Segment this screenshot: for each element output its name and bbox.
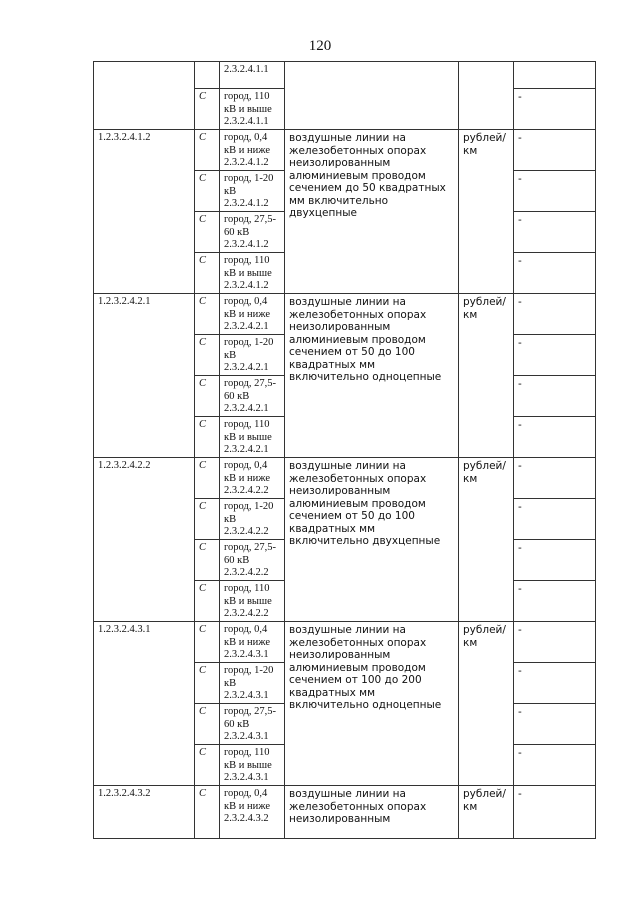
code-cell	[94, 62, 195, 130]
name-cell: город, 1-20 кВ 2.3.2.4.2.2	[220, 499, 285, 540]
name-cell: город, 0,4 кВ и ниже 2.3.2.4.3.2	[220, 786, 285, 839]
letter-cell: С	[195, 130, 220, 171]
value-cell: -	[514, 130, 596, 171]
value-cell: -	[514, 622, 596, 663]
unit-cell: рублей/ км	[459, 458, 514, 622]
value-cell: -	[514, 376, 596, 417]
letter-cell: С	[195, 89, 220, 130]
table-row	[94, 62, 596, 89]
name-cell: 2.3.2.4.1.1	[220, 62, 285, 89]
name-cell: город, 1-20 кВ 2.3.2.4.1.2	[220, 171, 285, 212]
name-cell: город, 0,4 кВ и ниже 2.3.2.4.2.1	[220, 294, 285, 335]
letter-cell: С	[195, 458, 220, 499]
table-row	[94, 786, 596, 839]
letter-cell: С	[195, 499, 220, 540]
letter-cell: С	[195, 253, 220, 294]
name-cell: город, 27,5-60 кВ 2.3.2.4.3.1	[220, 704, 285, 745]
letter-cell: С	[195, 212, 220, 253]
unit-cell: рублей/ км	[459, 130, 514, 294]
name-cell: город, 110 кВ и выше 2.3.2.4.2.1	[220, 417, 285, 458]
value-cell: -	[514, 786, 596, 839]
value-cell: -	[514, 663, 596, 704]
name-cell: город, 0,4 кВ и ниже 2.3.2.4.3.1	[220, 622, 285, 663]
name-cell: город, 0,4 кВ и ниже 2.3.2.4.1.2	[220, 130, 285, 171]
table-row	[94, 294, 596, 335]
code-cell: 1.2.3.2.4.2.1	[94, 294, 195, 458]
name-cell: город, 0,4 кВ и ниже 2.3.2.4.2.2	[220, 458, 285, 499]
description-cell: воздушные линии на железобетонных опорах неизолированным	[285, 786, 459, 839]
code-cell: 1.2.3.2.4.2.2	[94, 458, 195, 622]
code-cell: 1.2.3.2.4.3.1	[94, 622, 195, 786]
letter-cell: С	[195, 294, 220, 335]
value-cell: -	[514, 89, 596, 130]
unit-cell: рублей/ км	[459, 786, 514, 839]
unit-cell: рублей/ км	[459, 622, 514, 786]
value-cell: -	[514, 745, 596, 786]
letter-cell: С	[195, 581, 220, 622]
name-cell: город, 27,5-60 кВ 2.3.2.4.2.2	[220, 540, 285, 581]
value-cell: -	[514, 540, 596, 581]
code-cell: 1.2.3.2.4.3.2	[94, 786, 195, 839]
letter-cell: С	[195, 335, 220, 376]
name-cell: город, 110 кВ и выше 2.3.2.4.1.1	[220, 89, 285, 130]
letter-cell: С	[195, 622, 220, 663]
value-cell: -	[514, 253, 596, 294]
value-cell: -	[514, 458, 596, 499]
table-row	[94, 130, 596, 171]
value-cell: -	[514, 335, 596, 376]
table-row	[94, 622, 596, 663]
table-row	[94, 458, 596, 499]
letter-cell: С	[195, 786, 220, 839]
tariff-table	[93, 61, 596, 839]
value-cell: -	[514, 212, 596, 253]
code-cell: 1.2.3.2.4.1.2	[94, 130, 195, 294]
letter-cell: С	[195, 171, 220, 212]
value-cell: -	[514, 417, 596, 458]
letter-cell: С	[195, 663, 220, 704]
description-cell: воздушные линии на железобетонных опорах неизолированным алюминиевым проводом сечением от 100 до 200 квадратных мм включительно одноцепные	[285, 622, 459, 786]
name-cell: город, 27,5-60 кВ 2.3.2.4.1.2	[220, 212, 285, 253]
letter-cell: С	[195, 376, 220, 417]
description-cell	[285, 62, 459, 130]
letter-cell: С	[195, 417, 220, 458]
value-cell: -	[514, 581, 596, 622]
description-cell: воздушные линии на железобетонных опорах неизолированным алюминиевым проводом сечением от 50 до 100 квадратных мм включительно одноцепные	[285, 294, 459, 458]
letter-cell: С	[195, 704, 220, 745]
name-cell: город, 110 кВ и выше 2.3.2.4.3.1	[220, 745, 285, 786]
value-cell	[514, 62, 596, 89]
unit-cell: рублей/ км	[459, 294, 514, 458]
letter-cell: С	[195, 540, 220, 581]
letter-cell: С	[195, 745, 220, 786]
name-cell: город, 1-20 кВ 2.3.2.4.3.1	[220, 663, 285, 704]
value-cell: -	[514, 294, 596, 335]
unit-cell	[459, 62, 514, 130]
value-cell: -	[514, 704, 596, 745]
name-cell: город, 110 кВ и выше 2.3.2.4.2.2	[220, 581, 285, 622]
name-cell: город, 110 кВ и выше 2.3.2.4.1.2	[220, 253, 285, 294]
value-cell: -	[514, 171, 596, 212]
description-cell: воздушные линии на железобетонных опорах неизолированным алюминиевым проводом сечением от 50 до 100 квадратных мм включительно двухцепные	[285, 458, 459, 622]
description-cell: воздушные линии на железобетонных опорах неизолированным алюминиевым проводом сечением до 50 квадратных мм включительно двухцепные	[285, 130, 459, 294]
value-cell: -	[514, 499, 596, 540]
letter-cell	[195, 62, 220, 89]
page-number: 120	[308, 38, 332, 54]
name-cell: город, 27,5-60 кВ 2.3.2.4.2.1	[220, 376, 285, 417]
name-cell: город, 1-20 кВ 2.3.2.4.2.1	[220, 335, 285, 376]
